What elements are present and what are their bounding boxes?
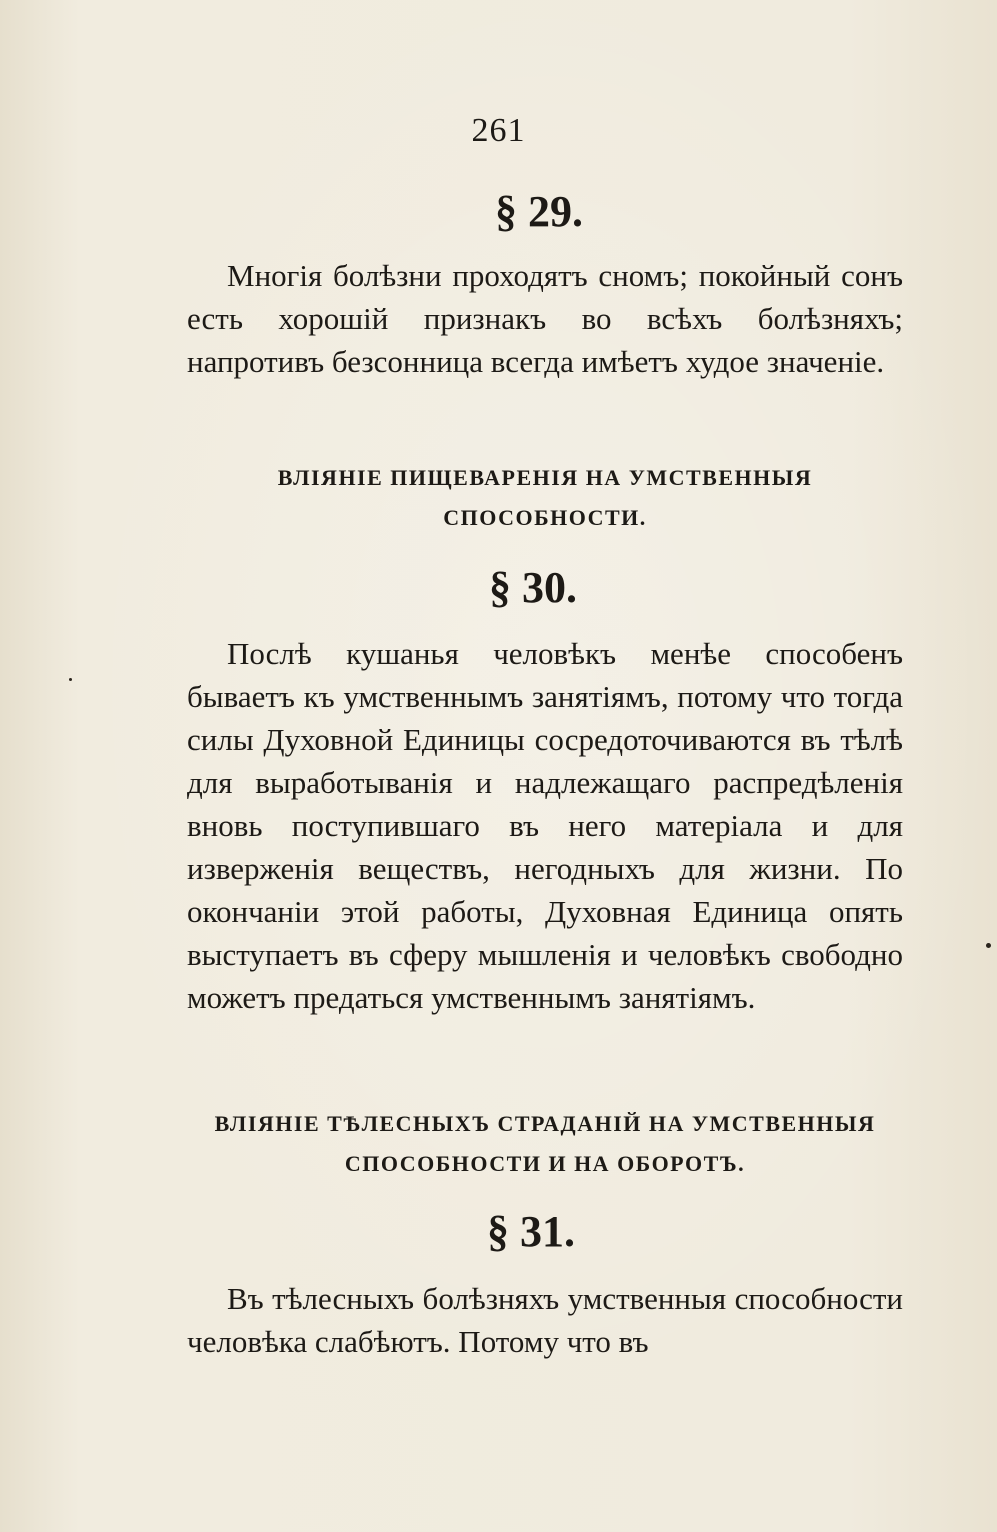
- section-30-mark: § 30.: [489, 563, 577, 612]
- ink-speck: [986, 943, 991, 948]
- section-31-mark: § 31.: [487, 1207, 575, 1256]
- section-30-paragraph: Послѣ кушанья человѣкъ менѣе способенъ бываетъ къ умственнымъ занятіямъ, потому что тогда силы Духовной Единицы сосредоточиваются въ тѣлѣ для выработыванія и надлежащаго распредѣленія вновь поступившаго въ него матеріала и для изверженія веществъ, негодныхъ для жизни. По окончаніи этой работы, Духовная Единица опять выступаетъ въ сферу мышленія и человѣкъ свободно можетъ предаться умственнымъ занятіямъ.: [187, 636, 903, 1015]
- section-31-heading: ВЛІЯНІЕ ТѢЛЕСНЫХЪ СТРАДАНІЙ НА УМСТВЕННЫЯ СПОСОБНОСТИ И НА ОБОРОТЪ.: [214, 1111, 876, 1176]
- section-30-heading: ВЛІЯНІЕ ПИЩЕВАРЕНІЯ НА УМСТВЕННЫЯ СПОСОБНОСТИ.: [277, 465, 813, 530]
- page-number: 261: [471, 112, 526, 149]
- section-31-paragraph: Въ тѣлесныхъ болѣзняхъ умственныя способности человѣка слабѣютъ. Потому что въ: [187, 1281, 903, 1359]
- section-29-paragraph: Многія болѣзни проходятъ сномъ; покойный сонъ есть хорошій признакъ во всѣхъ болѣзняхъ; напротивъ безсонница всегда имѣетъ худое значеніе.: [187, 258, 903, 379]
- ink-speck: [69, 678, 72, 681]
- section-29-mark: § 29.: [495, 187, 583, 236]
